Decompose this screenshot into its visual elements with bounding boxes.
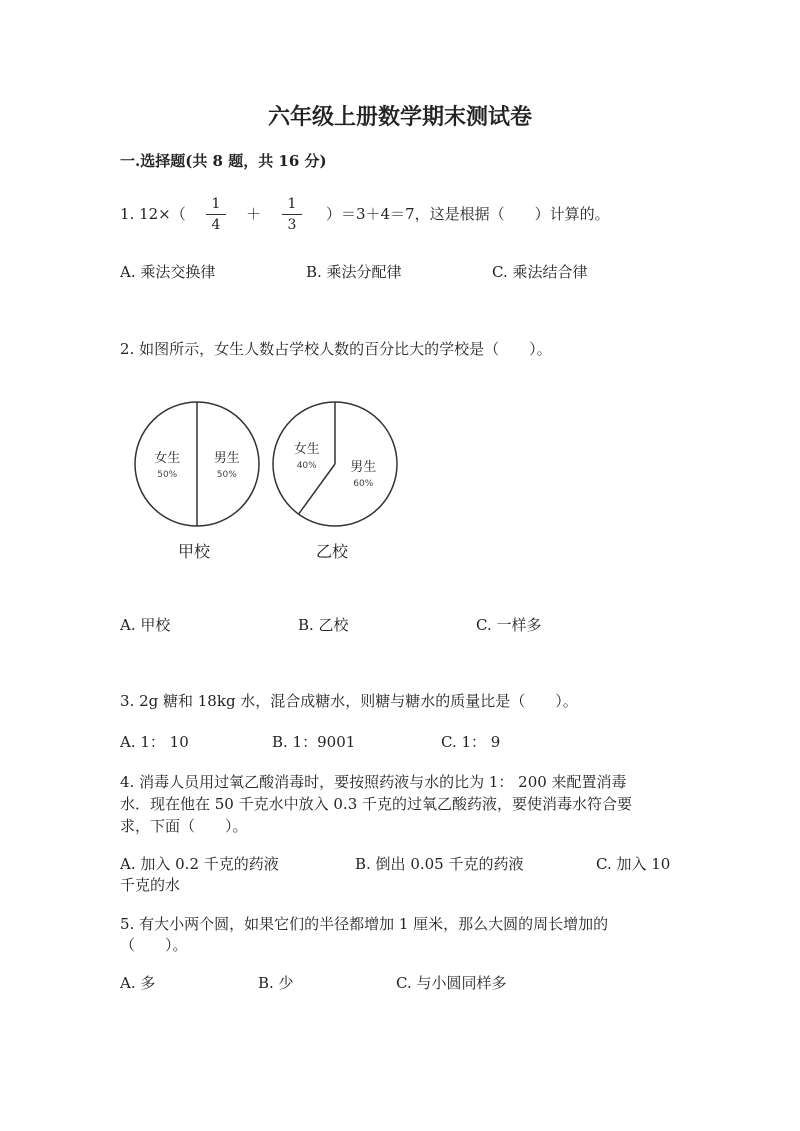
pie-chart-title: 甲校 <box>177 542 211 561</box>
q3-option-b[interactable]: B. 1：9001 <box>272 733 356 751</box>
q3-text: 3. 2g 糖和 18kg 水，混合成糖水，则糖与糖水的质量比是（ ）。 <box>120 692 578 710</box>
fraction-1-3 <box>282 195 302 234</box>
q4-option-b[interactable]: B. 倒出 0.05 千克的药液 <box>355 855 524 873</box>
fraction-numerator: 1 <box>287 196 297 212</box>
pie-chart-title: 乙校 <box>315 542 349 561</box>
q4-line-3: 求，下面（ ）。 <box>120 817 248 835</box>
page-title: 六年级上册数学期末测试卷 <box>267 104 532 130</box>
q2-option-c[interactable]: C. 一样多 <box>476 616 542 634</box>
pie-slice-label: 男生 <box>213 451 240 466</box>
fraction-denominator: 3 <box>287 217 297 233</box>
pie-slice-label: 女生 <box>154 451 181 466</box>
fraction-1-4 <box>206 195 226 234</box>
pie-slice-value: 60% <box>353 479 374 490</box>
q4-option-c[interactable]: C. 加入 10 <box>596 855 671 873</box>
q2-option-a[interactable]: A. 甲校 <box>120 616 171 634</box>
q4-option-a[interactable]: A. 加入 0.2 千克的药液 <box>120 855 279 873</box>
q5-option-c[interactable]: C. 与小圆同样多 <box>396 974 507 992</box>
pie-slice-label: 男生 <box>350 460 377 476</box>
q3-option-c[interactable]: C. 1： 9 <box>441 733 501 751</box>
q1-suffix: ）＝3＋4＝7，这是根据（ ）计算的。 <box>326 205 610 223</box>
q1-option-a[interactable]: A. 乘法交换律 <box>120 263 216 281</box>
q5-option-b[interactable]: B. 少 <box>258 974 294 992</box>
section-heading: 一.选择题(共 8 题，共 16 分) <box>120 152 327 170</box>
q5-line-1: 5. 有大小两个圆，如果它们的半径都增加 1 厘米，那么大圆的周长增加的 <box>120 915 609 933</box>
pie-slice-label: 女生 <box>293 441 320 457</box>
plus-sign: ＋ <box>246 205 262 223</box>
pie-slice-value: 50% <box>157 470 178 480</box>
pie-slice-value: 50% <box>216 470 237 480</box>
q4-line-2: 水．现在他在 50 千克水中放入 0.3 千克的过氧乙酸药液，要使消毒水符合要 <box>120 795 633 813</box>
pie-slice-value: 40% <box>296 460 317 471</box>
pie-slice-boundary <box>299 464 335 514</box>
fraction-denominator: 4 <box>211 217 221 233</box>
q2-text: 2. 如图所示，女生人数占学校人数的百分比大的学校是（ ）。 <box>120 340 552 358</box>
pie-charts <box>120 390 440 570</box>
q4-line-1: 4. 消毒人员用过氧乙酸消毒时，要按照药液与水的比为 1： 200 来配置消毒 <box>120 773 627 791</box>
q1-option-c[interactable]: C. 乘法结合律 <box>492 263 588 281</box>
q1-option-b[interactable]: B. 乘法分配律 <box>306 263 402 281</box>
q5-line-2: （ ）。 <box>120 936 188 954</box>
q4-option-c-continued: 千克的水 <box>120 876 181 894</box>
q3-option-a[interactable]: A. 1： 10 <box>120 733 189 751</box>
q2-option-b[interactable]: B. 乙校 <box>298 616 349 634</box>
q1-prefix: 1. 12×（ <box>120 205 186 223</box>
fraction-numerator: 1 <box>211 196 221 212</box>
q5-option-a[interactable]: A. 多 <box>120 974 156 992</box>
